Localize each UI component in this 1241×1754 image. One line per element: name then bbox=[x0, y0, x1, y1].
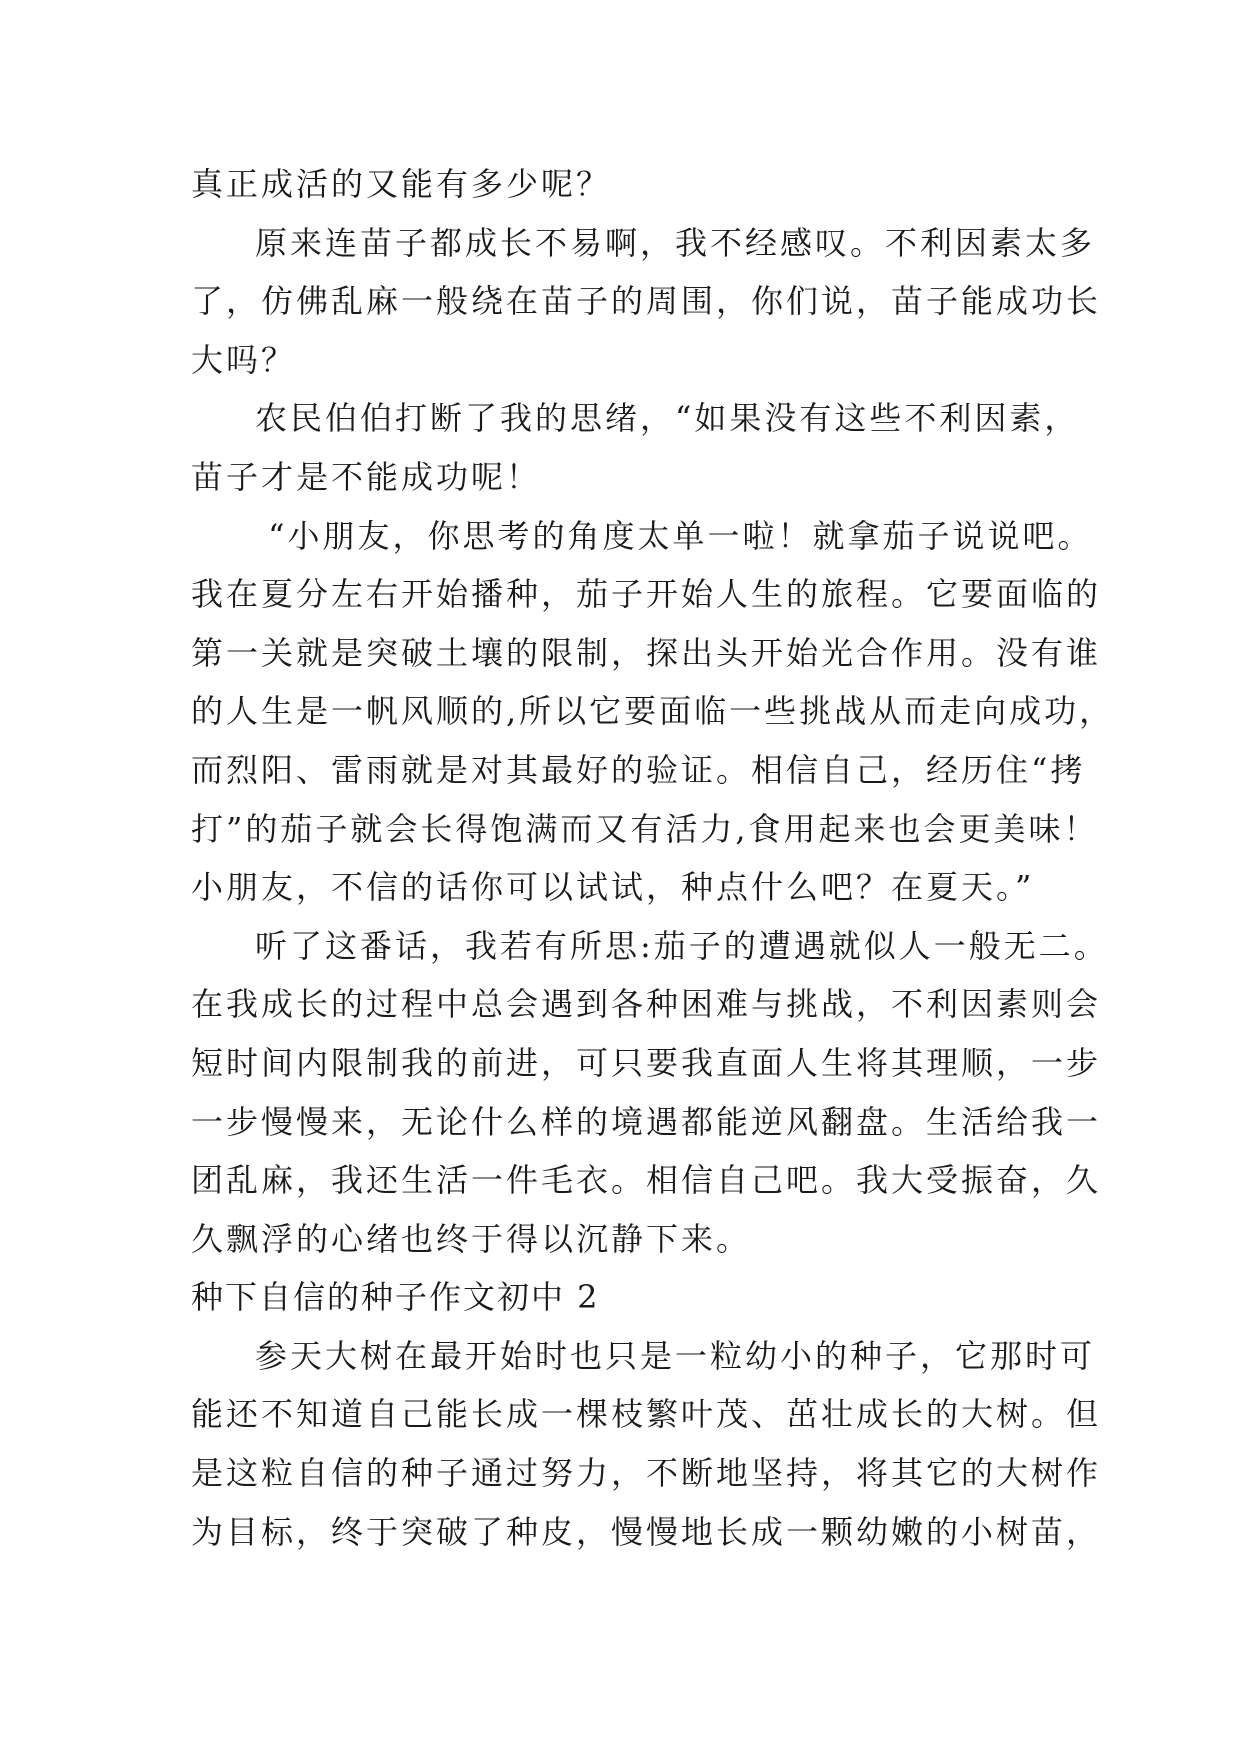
text-line: 苗子才是不能成功呢！ bbox=[191, 457, 542, 496]
document-body bbox=[191, 155, 1115, 1561]
section-heading: 种下自信的种子作文初中 2 bbox=[191, 1278, 600, 1317]
text-line: 一步慢慢来，无论什么样的境遇都能逆风翻盘。生活给我一 bbox=[191, 1102, 1102, 1141]
text-line: 在我成长的过程中总会遇到各种困难与挑战，不利因素则会 bbox=[191, 985, 1102, 1024]
text-line: 第一关就是突破土壤的限制，探出头开始光合作用。没有谁 bbox=[191, 633, 1102, 672]
text-line: 团乱麻，我还生活一件毛衣。相信自己吧。我大受振奋，久 bbox=[191, 1161, 1102, 1200]
text-line: 短时间内限制我的前进，可只要我直面人生将其理顺，一步 bbox=[191, 1043, 1102, 1082]
paragraph-start-line: 参天大树在最开始时也只是一粒幼小的种子，它那时可 bbox=[255, 1336, 1096, 1375]
text-line: 的人生是一帆风顺的,所以它要面临一些挑战从而走向成功， bbox=[191, 692, 1115, 731]
text-line: 是这粒自信的种子通过努力，不断地坚持，将其它的大树作 bbox=[191, 1454, 1102, 1493]
text-line: 久飘浮的心绪也终于得以沉静下来。 bbox=[191, 1219, 752, 1258]
text-line: 打”的茄子就会长得饱满而又有活力,食用起来也会更美味！ bbox=[191, 809, 1099, 848]
paragraph-start-line: 农民伯伯打断了我的思绪，“如果没有这些不利因素， bbox=[255, 399, 1080, 438]
text-line: 真正成活的又能有多少呢？ bbox=[191, 165, 612, 203]
text-line: 而烈阳、雷雨就是对其最好的验证。相信自己，经历住“拷 bbox=[191, 750, 1086, 789]
text-line: 了，仿佛乱麻一般绕在苗子的周围，你们说，苗子能成功长 bbox=[191, 282, 1102, 321]
text-line: 我在夏分左右开始播种，茄子开始人生的旅程。它要面临的 bbox=[191, 575, 1102, 614]
text-line: 能还不知道自己能长成一棵枝繁叶茂、茁壮成长的大树。但 bbox=[191, 1395, 1102, 1434]
text-line: 为目标，终于突破了种皮，慢慢地长成一颗幼嫩的小树苗， bbox=[191, 1512, 1102, 1551]
paragraph-start-line: 原来连苗子都成长不易啊，我不经感叹。不利因素太多 bbox=[255, 223, 1096, 262]
paragraph-start-line: 听了这番话，我若有所思:茄子的遭遇就似人一般无二。 bbox=[255, 926, 1109, 965]
text-line: 大吗？ bbox=[191, 340, 297, 379]
paragraph-start-line: “小朋友，你思考的角度太单一啦！就拿茄子说说吧。 bbox=[255, 516, 1093, 555]
text-line: 小朋友，不信的话你可以试试，种点什么吧？在夏天。” bbox=[191, 868, 1035, 907]
